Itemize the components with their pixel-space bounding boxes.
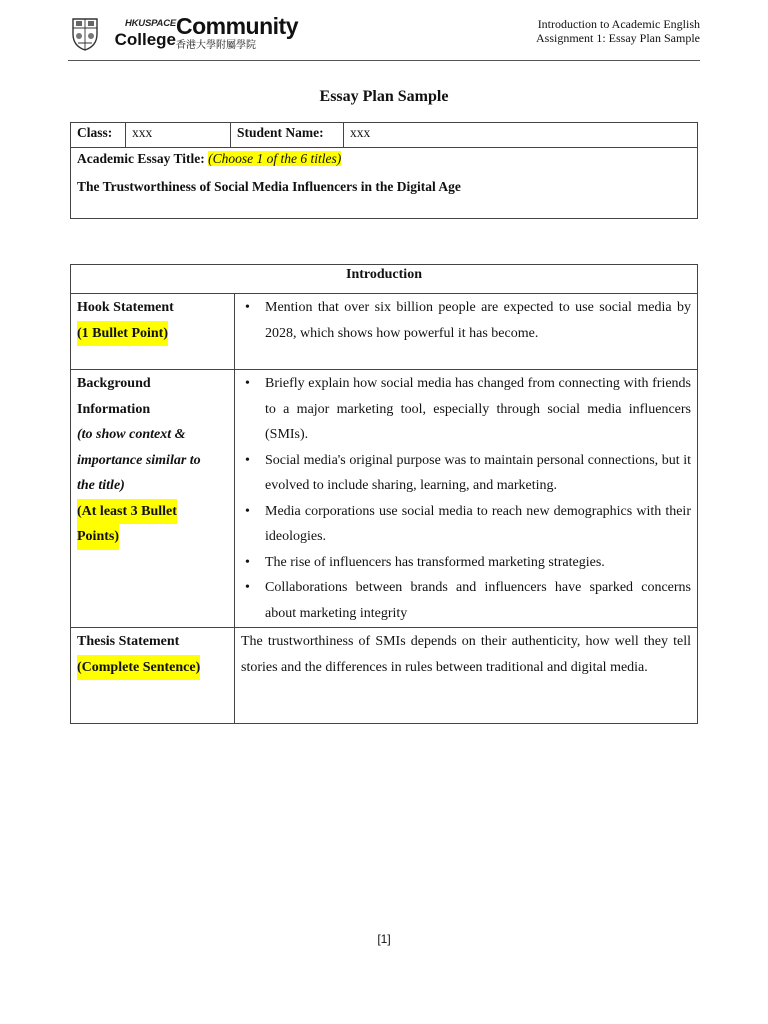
thesis-text: The trustworthiness of SMIs depends on their authenticity, how well they tell stories and the differences in rules between traditional and digital media.	[235, 628, 698, 724]
essay-title: The Trustworthiness of Social Media Influencers in the Digital Age	[77, 179, 461, 194]
background-context-2: importance similar to	[77, 452, 201, 468]
bullet-item: • Briefly explain how social media has changed from connecting with friends to a major marketing tool, especially through social media influencers (SMIs).	[265, 371, 691, 448]
info-table	[70, 122, 698, 219]
background-label-2: Information	[77, 401, 151, 417]
essay-title-label: Academic Essay Title:	[77, 151, 205, 166]
background-context-3: the title)	[77, 478, 125, 493]
class-label-cell	[71, 123, 126, 148]
background-row	[71, 370, 698, 628]
college-logo	[68, 14, 298, 56]
hook-content	[235, 294, 698, 370]
essay-title-hint: (Choose 1 of the 6 titles)	[208, 151, 342, 166]
bullet-item: • The rise of influencers has transformed marketing strategies.	[265, 550, 691, 576]
background-content	[235, 370, 698, 628]
background-label-cell	[71, 370, 235, 628]
bullet-item: • Social media's original purpose was to maintain personal connections, but it evolved to include sharing, learning, and marketing.	[265, 448, 691, 499]
class-label: Class:	[77, 125, 113, 140]
bullet-item: • Collaborations between brands and influencers have sparked concerns about marketing integrity	[265, 575, 691, 626]
student-label: Student Name:	[237, 125, 324, 140]
course-name: Introduction to Academic English	[537, 17, 700, 31]
introduction-table	[70, 264, 698, 724]
logo-college: College	[114, 30, 176, 49]
background-note-1: (At least 3 Bullet	[77, 499, 177, 525]
essay-title-cell	[71, 148, 698, 219]
hook-label-cell	[71, 294, 235, 370]
logo-chinese: 香港大學附屬學院	[176, 40, 256, 51]
crest-icon	[70, 16, 100, 52]
page-header	[68, 14, 700, 61]
thesis-label-cell	[71, 628, 235, 724]
bullet-item: • Mention that over six billion people are expected to use social media by 2028, which shows how powerful it has become.	[265, 295, 691, 346]
thesis-row	[71, 628, 698, 724]
background-label-1: Background	[77, 376, 151, 391]
page-title: Essay Plan Sample	[319, 88, 449, 105]
student-value: xxx	[344, 123, 698, 148]
class-value: xxx	[126, 123, 231, 148]
background-note-2: Points)	[77, 524, 119, 550]
assignment-name: Assignment 1: Essay Plan Sample	[536, 31, 700, 45]
hook-note: (1 Bullet Point)	[77, 321, 168, 347]
hook-label: Hook Statement	[77, 300, 174, 315]
logo-hkuspace: HKUSPACE	[124, 18, 176, 29]
background-context-1: (to show context &	[77, 427, 186, 442]
thesis-label: Thesis Statement	[77, 634, 180, 649]
introduction-heading: Introduction	[71, 265, 698, 294]
hook-row	[71, 294, 698, 370]
thesis-note: (Complete Sentence)	[77, 655, 200, 681]
page-number: [1]	[377, 932, 391, 946]
student-label-cell	[231, 123, 344, 148]
logo-community: Community	[176, 13, 298, 39]
header-course-info	[536, 17, 700, 45]
bullet-item: • Media corporations use social media to reach new demographics with their ideologies.	[265, 499, 691, 550]
